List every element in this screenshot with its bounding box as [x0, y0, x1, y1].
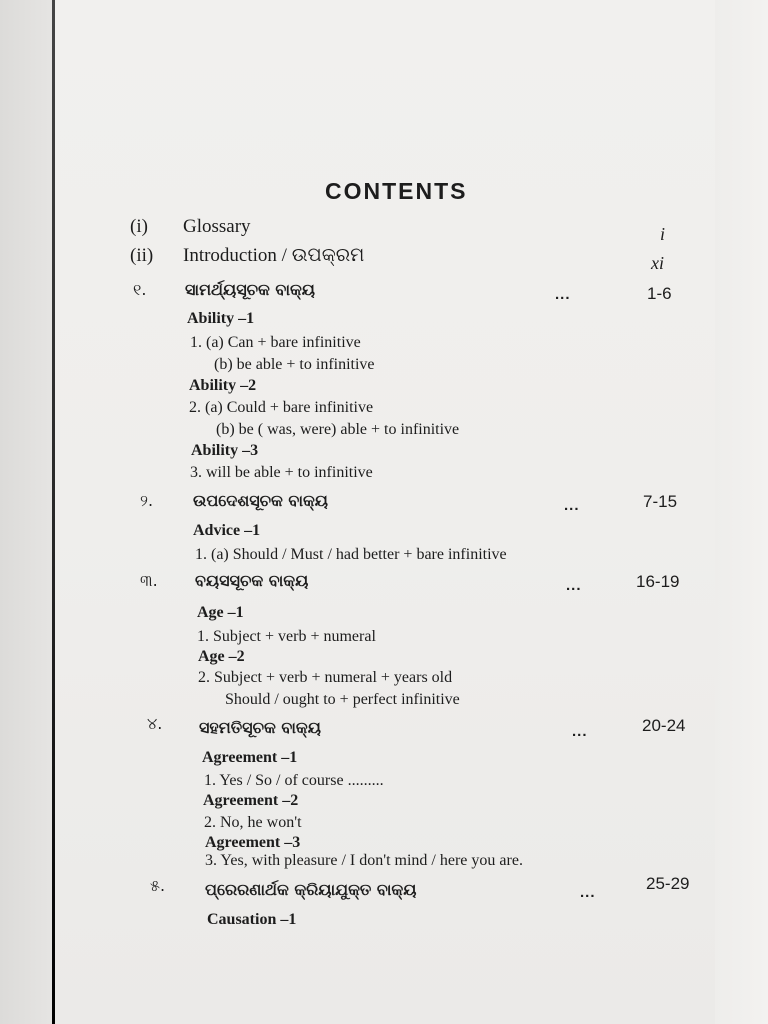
list-item: 2. No, he won't — [204, 814, 302, 831]
chapter-pages: 7-15 — [643, 492, 678, 511]
list-item: 3. will be able + to infinitive — [190, 464, 373, 481]
chapter-number: ୩. — [140, 571, 158, 590]
chapter-pages: 25-29 — [646, 874, 690, 893]
section-heading: Age –1 — [197, 604, 244, 621]
front-label-introduction[interactable]: Introduction / ଉପକ୍ରମ — [183, 245, 365, 266]
chapter-title[interactable]: ବୟସସୂଚକ ବାକ୍ୟ — [195, 571, 309, 590]
section-heading: Ability –2 — [189, 377, 257, 394]
list-item: 3. Yes, with pleasure / I don't mind / here you are. — [205, 852, 523, 869]
chapter-number: ୨. — [140, 491, 154, 510]
right-margin — [715, 0, 768, 1024]
chapter-title[interactable]: ସହମତିସୂଚକ ବାକ୍ୟ — [199, 718, 321, 737]
chapter-title[interactable]: ସାମର୍ଥ୍ୟସୂଚକ ବାକ୍ୟ — [185, 280, 316, 299]
front-page-glossary: i — [660, 224, 666, 244]
list-item: 1. Subject + verb + numeral — [197, 628, 376, 645]
list-item: Should / ought to + perfect infinitive — [225, 691, 460, 708]
chapter-pages: 20-24 — [642, 716, 686, 735]
leader-dots: ... — [580, 884, 596, 901]
section-heading: Causation –1 — [207, 911, 297, 928]
list-item: (b) be able + to infinitive — [214, 356, 375, 373]
chapter-title[interactable]: ଉପଦେଶସୂଚକ ବାକ୍ୟ — [193, 491, 329, 510]
section-heading: Advice –1 — [193, 522, 261, 539]
list-item: 1. Yes / So / of course ......... — [204, 772, 384, 789]
front-num-introduction: (ii) — [130, 245, 154, 266]
section-heading: Agreement –3 — [205, 834, 301, 851]
document-page — [55, 0, 715, 1024]
chapter-number: ୫. — [150, 876, 166, 895]
section-heading: Agreement –1 — [202, 749, 298, 766]
section-heading: Age –2 — [198, 648, 245, 665]
chapter-title[interactable]: ପ୍ରେରଣାର୍ଥକ କ୍ରିୟାଯୁକ୍ତ ବାକ୍ୟ — [205, 880, 417, 899]
front-label-glossary[interactable]: Glossary — [183, 216, 251, 237]
section-heading: Ability –3 — [191, 442, 259, 459]
chapter-number: ୧. — [133, 280, 147, 299]
list-item: 1. (a) Can + bare infinitive — [190, 334, 361, 351]
front-num-glossary: (i) — [130, 216, 148, 237]
front-page-introduction: xi — [651, 253, 664, 273]
leader-dots: ... — [566, 577, 582, 594]
chapter-pages: 16-19 — [636, 572, 680, 591]
chapter-number: ୪. — [147, 714, 163, 733]
left-margin-shadow — [0, 0, 55, 1024]
chapter-pages: 1-6 — [647, 284, 672, 303]
leader-dots: ... — [555, 286, 571, 303]
list-item: 2. Subject + verb + numeral + years old — [198, 669, 453, 686]
list-item: 1. (a) Should / Must / had better + bare infinitive — [195, 546, 507, 563]
section-heading: Agreement –2 — [203, 792, 299, 809]
leader-dots: ... — [572, 723, 588, 740]
leader-dots: ... — [564, 497, 580, 514]
list-item: 2. (a) Could + bare infinitive — [189, 399, 374, 416]
list-item: (b) be ( was, were) able + to infinitive — [216, 421, 460, 438]
page-title: CONTENTS — [325, 178, 468, 204]
section-heading: Ability –1 — [187, 310, 255, 327]
